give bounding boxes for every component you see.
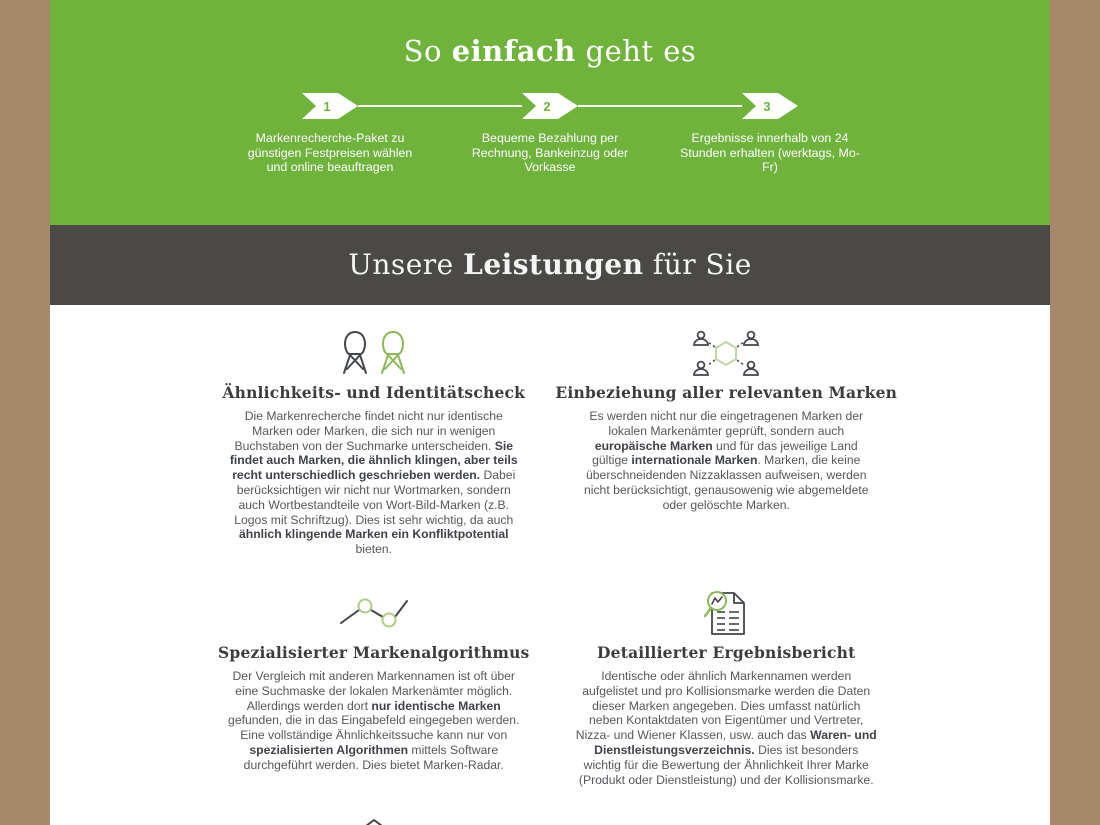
- features-section: [50, 305, 1050, 825]
- feature-body: Der Vergleich mit anderen Markennamen ist oft über eine Suchmaske der lokalen Markenämter möglich. Allerdings werden dort nur identische Marken gefunden, die in das Eingabefeld eingegeben werden. Eine vollständige Ähnlichkeitssuche kann nur von spezialisierten Algorithmen mittels Software durchgeführt werden. Dies bietet Marken-Radar.: [228, 668, 520, 772]
- algorithm-nodes-icon: [338, 593, 410, 633]
- landing-page: [50, 0, 1050, 825]
- feature-detailed-report: [550, 589, 903, 787]
- services-title: Unsere Leistungen für Sie: [348, 248, 752, 281]
- feature-heading: Detaillierter Ergebnisbericht: [597, 642, 856, 662]
- steps-row: [50, 93, 1050, 175]
- feature-heading: Ähnlichkeits- und Identitätscheck: [222, 383, 526, 402]
- step-3-arrow-icon: [742, 93, 798, 119]
- step-1-number: 1: [323, 99, 331, 114]
- feature-specialized-algorithm: [198, 589, 551, 787]
- services-header-band: [50, 225, 1050, 305]
- feature-body: Die Markenrecherche findet nicht nur identische Marken oder Marken, die sich nur in wenigen Buchstaben von der Suchmarke unterscheiden. Sie findet auch Marken, die ähnlich klingen, aber teils recht unterschiedlich geschrieben werden. Dabei berücksichtigen wir nicht nur Wortmarken, sondern auch Wortbestandteile von Wort-Bild-Marken (z.B. Logos mit Schriftzug). Dies ist sehr wichtig, da auch ähnlich klingende Marken ein Konfliktpotential bieten.: [229, 409, 518, 557]
- step-1-label: Markenrecherche-Paket zu günstigen Festpreisen wählen und online beauftragen: [247, 131, 413, 175]
- step-3-label: Ergebnisse innerhalb von 24 Stunden erhalten (werktags, Mo-Fr): [680, 131, 860, 175]
- step-3-number: 3: [763, 99, 771, 114]
- feature-next-partial: [198, 803, 551, 825]
- step-2-number: 2: [543, 99, 551, 114]
- report-magnifier-icon: [702, 589, 750, 637]
- feature-body: Es werden nicht nur die eingetragenen Marken der lokalen Markenämter geprüft, sondern auch europäische Marken und für das jeweilige Land gültige internationale Marken. Marken, die keine überschneidenden Nizzaklassen aufweisen, werden nicht berücksichtigt, genausowenig wie abgemeldete oder gelöschte Marken.: [583, 409, 869, 512]
- chairs-icon: [338, 329, 410, 377]
- feature-similarity-check: [198, 329, 551, 557]
- step-1-arrow-icon: [302, 93, 358, 119]
- shield-top-icon: [352, 817, 396, 825]
- step-1: [220, 93, 440, 175]
- steps-section: [50, 0, 1050, 225]
- feature-body: Identische oder ähnlich Markennamen werden aufgelistet und pro Kollisionsmarke werden die Daten dieser Marken angegeben. Dies umfasst natürlich neben Kontaktdaten von Eigentümer und Vertreter, Nizza- und Wiener Klassen, usw. auch das Waren- und Dienstleistungsverzeichnis. Dies ist besonders wichtig für die Bewertung der Ähnlichkeit Ihrer Marke (Produkt oder Dienstleistung) und der Kollisionsmarke.: [575, 668, 877, 787]
- steps-section-title: So einfach geht es: [403, 34, 697, 68]
- step-3: [660, 93, 880, 175]
- step-2: [440, 93, 660, 175]
- step-2-arrow-icon: [522, 93, 578, 119]
- step-2-label: Bequeme Bezahlung per Rechnung, Bankeinzug oder Vorkasse: [471, 131, 629, 175]
- feature-all-relevant-marks: [550, 329, 903, 557]
- feature-heading: Spezialisierter Markenalgorithmus: [218, 642, 530, 662]
- feature-heading: Einbeziehung aller relevanten Marken: [555, 383, 898, 402]
- network-people-icon: [689, 329, 763, 377]
